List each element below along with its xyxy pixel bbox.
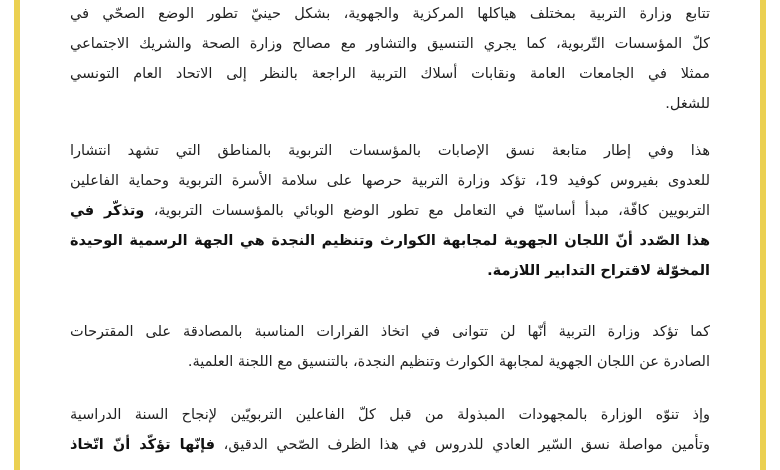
paragraph-line: تتابع وزارة التربية بمختلف هياكلها المركزية والجهوية، بشكل حينيّ تطور الوضع الصحّي في (70, 6, 710, 22)
paragraph-line-bold: هذا الصّدد أنّ اللجان الجهوية لمجابهة الكوارث وتنظيم النجدة هي الجهة الرسمية الوحيدة (70, 233, 710, 249)
paragraph-line: للشغل. (665, 96, 710, 112)
paragraph-line: ممثلا في الجامعات العامة ونقابات أسلاك التربية الراجعة بالنظر إلى الاتحاد العام التونسي (70, 66, 710, 82)
paragraph-line-bold: المخوّلة لاقتراح التدابير اللازمة. (487, 263, 710, 279)
paragraph-line: وإذ تنوّه الوزارة بالمجهودات المبذولة من قبل كلّ الفاعلين التربويّين لإنجاح السنة الدراسية (70, 407, 710, 423)
paragraph-3 (70, 317, 710, 377)
paragraph-2 (70, 136, 710, 286)
paragraph-line-mixed (70, 196, 710, 226)
page-border-left (14, 0, 20, 470)
paragraph-line: هذا وفي إطار متابعة نسق الإصابات بالمؤسسات التربوية بالمناطق التي تشهد انتشارا (70, 143, 710, 159)
paragraph-line: وتأمين مواصلة نسق السّير العادي للدروس في هذا الظرف الصّحي الدقيق، فإنّها تؤكّد أنّ اتّخاذ (70, 437, 710, 453)
paragraph-line: التربويين كافّة، مبدأ أساسيّا في التعامل مع تطور الوضع الوبائي بالمؤسسات التربوية، وتذكّر في (70, 203, 710, 219)
page-border-right (760, 0, 766, 470)
paragraph-line: كما تؤكد وزارة التربية أنّها لن تتوانى في اتخاذ القرارات المناسبة بالمصادقة على المقترحات (70, 324, 710, 340)
paragraph-line: للعدوى بفيروس كوفيد 19، تؤكد وزارة التربية حرصها على سلامة الأسرة التربوية وحماية الفاعلين (70, 173, 710, 189)
paragraph-line: الصادرة عن اللجان الجهوية لمجابهة الكوارث وتنظيم النجدة، بالتنسيق مع اللجنة العلمية. (187, 354, 710, 370)
paragraph-4 (70, 400, 710, 460)
paragraph-line: كلّ المؤسسات التّربوية، كما يجري التنسيق والتشاور مع مصالح وزارة الصحة والشريك الاجتماعي (70, 36, 710, 52)
paragraph-1 (70, 0, 710, 119)
